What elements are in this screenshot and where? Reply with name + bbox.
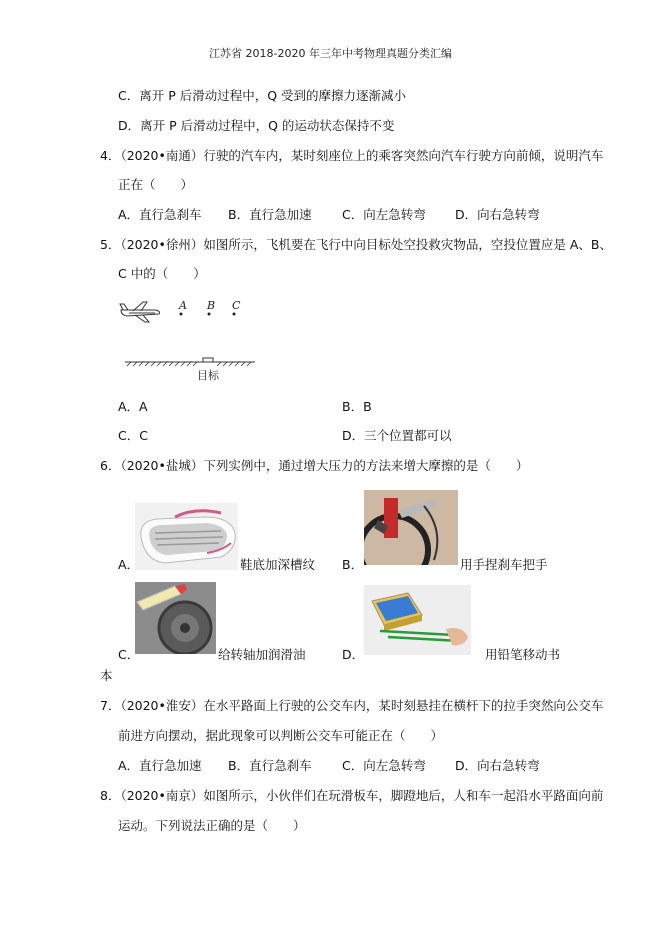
q6-option-a-letter: A． (118, 557, 140, 572)
q4-stem-line1: 4．（2020•南通）行驶的汽车内，某时刻座位上的乘客突然向汽车行驶方向前倾，说明汽车 (100, 148, 604, 163)
label-a: A (179, 299, 187, 312)
q4-option-d: D．向右急转弯 (455, 207, 540, 222)
q4-stem-line2: 正在（ ） (118, 177, 194, 192)
q7-stem-line2: 前进方向摆动，据此现象可以判断公交车可能正在（ ） (118, 728, 444, 743)
point-c (233, 313, 236, 316)
q3-option-c: C．离开 P 后滑动过程中，Q 受到的摩擦力逐渐减小 (118, 88, 407, 103)
q7-option-c: C．向左急转弯 (342, 758, 426, 773)
q4-option-c: C．向左急转弯 (342, 207, 426, 222)
point-b (208, 313, 211, 316)
q6-option-c-text: 给转轴加润滑油 (218, 647, 306, 662)
page-header: 江苏省 2018-2020 年三年中考物理真题分类汇编 (209, 47, 452, 60)
q7-option-a: A．直行急加速 (118, 758, 202, 773)
q5-option-d: D．三个位置都可以 (342, 428, 452, 443)
q8-stem-line2: 运动。下列说法正确的是（ ） (118, 818, 306, 833)
q5-stem-line1: 5．（2020•徐州）如图所示，飞机要在飞行中向目标处空投救灾物品，空投位置应是 A、B、 (100, 237, 612, 252)
q6-option-d-letter: D． (342, 647, 365, 662)
books-pencils-image (364, 585, 471, 655)
q6-option-d-text: 用铅笔移动书 (485, 647, 561, 662)
q7-option-d: D．向右急转弯 (455, 758, 540, 773)
q5-option-b: B．B (342, 399, 372, 414)
q8-stem-line1: 8．（2020•南京）如图所示，小伙伴们在玩滑板车，脚蹬地后，人和车一起沿水平路面向前 (100, 788, 604, 803)
q6-option-c-letter: C． (118, 647, 140, 662)
q7-option-b: B．直行急刹车 (228, 758, 312, 773)
q6-option-d-wrap: 本 (100, 668, 113, 683)
q4-option-a: A．直行急刹车 (118, 207, 202, 222)
q6-option-a-text: 鞋底加深槽纹 (240, 557, 316, 572)
q6-option-b-text: 用手捏刹车把手 (460, 557, 548, 572)
label-b: B (207, 299, 216, 312)
q5-option-c: C．C (118, 428, 148, 443)
q4-option-b: B．直行急加速 (228, 207, 312, 222)
ground-line (125, 358, 255, 366)
q5-stem-line2: C 中的（ ） (118, 266, 206, 281)
q7-stem-line1: 7．（2020•淮安）在水平路面上行驶的公交车内，某时刻悬挂在横杆下的拉手突然向公交车 (100, 698, 604, 713)
q5-option-a: A．A (118, 399, 148, 414)
q6-option-b-letter: B． (342, 557, 364, 572)
q6-stem: 6．（2020•盐城）下列实例中，通过增大压力的方法来增大摩擦的是（ ） (100, 458, 529, 473)
airplane-icon (120, 302, 160, 322)
target-label: 目标 (197, 369, 219, 382)
q3-option-d: D．离开 P 后滑动过程中，Q 的运动状态保持不变 (118, 118, 395, 133)
label-c: C (232, 299, 241, 312)
gear-oil-image (135, 582, 216, 654)
q5-airplane-figure (115, 292, 265, 384)
shoe-sole-image (135, 503, 238, 570)
bike-brake-image (364, 490, 458, 565)
point-a (180, 313, 183, 316)
